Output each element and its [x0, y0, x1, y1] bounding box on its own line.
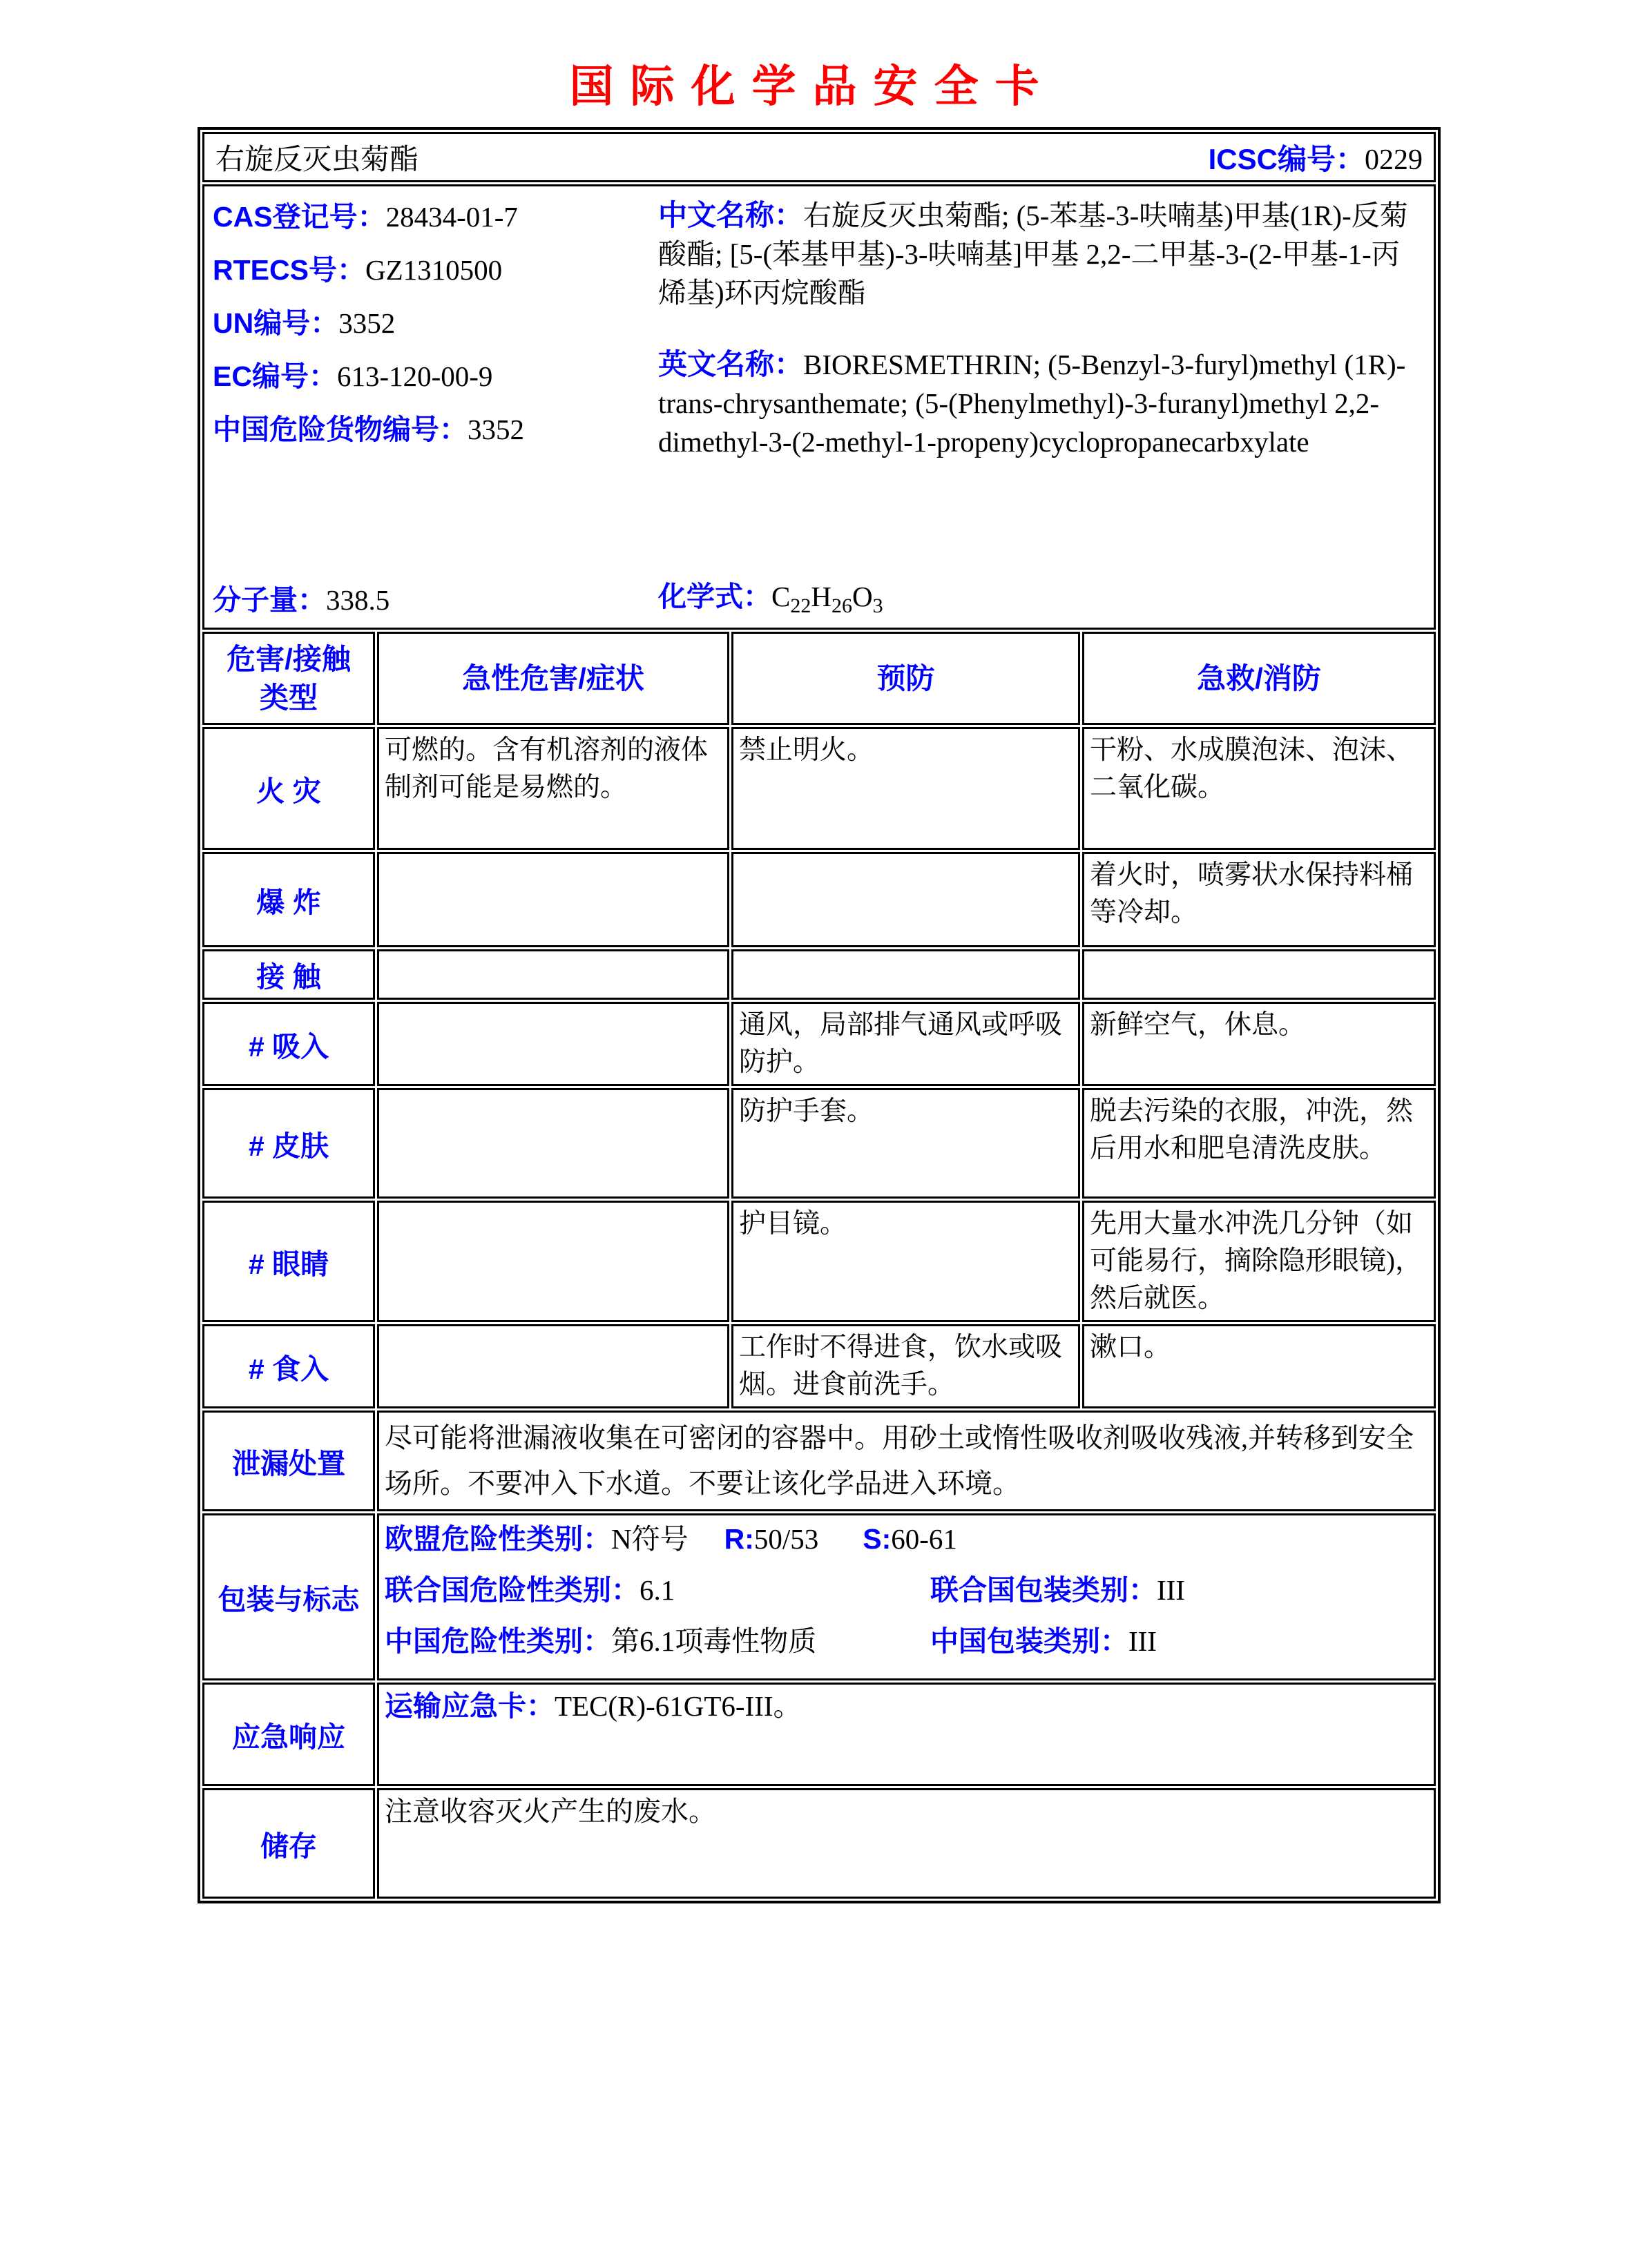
ingestion-prevention: 工作时不得进食，饮水或吸烟。进食前洗手。	[731, 1324, 1080, 1408]
rtecs-label: RTECS号：	[213, 254, 365, 286]
skin-symptoms	[377, 1088, 729, 1199]
spill-disposal-label: 泄漏处置	[202, 1411, 375, 1511]
eu-hazard-class-value: N符号	[611, 1523, 689, 1555]
china-hazard-class	[385, 1625, 930, 1658]
molecular-weight	[213, 577, 658, 618]
un-hazard-class	[385, 1573, 930, 1607]
storage-label: 储存	[202, 1788, 375, 1899]
exposure-prevention	[731, 949, 1080, 1000]
chemical-formula-label: 化学式：	[658, 580, 771, 612]
icsc-value: 0229	[1365, 144, 1423, 176]
table-row-skin	[202, 1088, 1436, 1199]
skin-firstaid: 脱去污染的衣服，冲洗，然后用水和肥皂清洗皮肤。	[1082, 1088, 1436, 1199]
names-block	[658, 193, 1427, 574]
cas-number	[213, 199, 658, 235]
table-row-emergency-response	[202, 1683, 1436, 1786]
skin-prevention: 防护手套。	[731, 1088, 1080, 1199]
hazard-type-line1: 危害/接触	[227, 642, 351, 675]
eu-hazard-class-label: 欧盟危险性类别：	[385, 1523, 611, 1555]
explosion-prevention	[731, 852, 1080, 947]
china-dg-number	[213, 411, 658, 447]
explosion-label: 爆 炸	[202, 852, 375, 947]
emergency-response-label: 应急响应	[202, 1683, 375, 1786]
table-row-inhalation	[202, 1002, 1436, 1086]
eyes-label: # 眼睛	[202, 1201, 375, 1322]
cas-label: CAS登记号：	[213, 201, 386, 233]
english-name-paragraph	[658, 345, 1427, 461]
un-packing-group-value: III	[1157, 1574, 1185, 1606]
inhalation-firstaid: 新鲜空气，休息。	[1082, 1002, 1436, 1086]
chemical-formula-value: $C_{22}H_{26}O_3$	[771, 580, 883, 617]
packaging-content	[377, 1513, 1436, 1680]
rtecs-number	[213, 252, 658, 288]
inhalation-prevention: 通风，局部排气通风或呼吸防护。	[731, 1002, 1080, 1086]
column-header-symptoms: 急性危害/症状	[377, 632, 729, 725]
un-hazard-class-label: 联合国危险性类别：	[385, 1574, 640, 1606]
s-phrase-value: 60-61	[891, 1523, 957, 1555]
china-dg-label: 中国危险货物编号：	[213, 414, 468, 445]
hazard-table-header	[202, 632, 1436, 725]
transport-emergency-card-label: 运输应急卡：	[385, 1690, 555, 1722]
inhalation-label: # 吸入	[202, 1002, 375, 1086]
un-hazard-class-line	[385, 1573, 1428, 1607]
eyes-firstaid: 先用大量水冲洗几分钟（如可能易行，摘除隐形眼镜)，然后就医。	[1082, 1201, 1436, 1322]
table-row-eyes	[202, 1201, 1436, 1322]
info-row	[202, 184, 1436, 630]
chemical-name: 右旋反灭虫菊酯	[215, 144, 419, 176]
un-hazard-class-value: 6.1	[640, 1574, 675, 1606]
info-cell	[202, 184, 1436, 630]
table-row-storage	[202, 1788, 1436, 1899]
eyes-symptoms	[377, 1201, 729, 1322]
icsc-number	[1209, 137, 1423, 178]
identifier-list	[213, 193, 658, 574]
english-name-label: 英文名称：	[658, 348, 804, 380]
exposure-firstaid	[1082, 949, 1436, 1000]
packaging-label: 包装与标志	[202, 1513, 375, 1680]
english-name-value: BIORESMETHRIN; (5-Benzyl-3-furyl)methyl (1R)-trans-chrysanthemate; (5-(Phenylmethyl)-3-furanyl)methyl 2,2-dimethyl-3-(2-methyl-1-propeny)cyclopropanecarbxylate	[658, 349, 1406, 458]
column-header-firstaid: 急救/消防	[1082, 632, 1436, 725]
ingestion-firstaid: 漱口。	[1082, 1324, 1436, 1408]
table-row-spill-disposal	[202, 1411, 1436, 1511]
table-row-ingestion	[202, 1324, 1436, 1408]
china-packing-group-value: III	[1128, 1625, 1157, 1657]
eu-hazard-class-line	[385, 1522, 1428, 1555]
storage-text: 注意收容灭火产生的废水。	[377, 1788, 1436, 1899]
explosion-symptoms	[377, 852, 729, 947]
ingestion-label: # 食入	[202, 1324, 375, 1408]
table-row-fire	[202, 727, 1436, 850]
s-phrase-label: S:	[863, 1523, 892, 1555]
ec-value: 613-120-00-9	[336, 360, 493, 392]
un-number	[213, 305, 658, 341]
transport-emergency-card-value: TEC(R)-61GT6-III。	[555, 1690, 802, 1722]
fire-label: 火 灾	[202, 727, 375, 850]
chinese-name-paragraph	[658, 196, 1427, 312]
table-row-packaging	[202, 1513, 1436, 1680]
header-row	[202, 132, 1436, 182]
un-label: UN编号：	[213, 307, 339, 339]
fire-firstaid: 干粉、水成膜泡沫、泡沫、二氧化碳。	[1082, 727, 1436, 850]
fire-symptoms: 可燃的。含有机溶剂的液体制剂可能是易燃的。	[377, 727, 729, 850]
inhalation-symptoms	[377, 1002, 729, 1086]
chinese-name-value: 右旋反灭虫菊酯; (5-苯基-3-呋喃基)甲基(1R)-反菊酸酯; [5-(苯基甲基)-3-呋喃基]甲基 2,2-二甲基-3-(2-甲基-1-丙烯基)环丙烷酸酯	[658, 200, 1408, 309]
chemical-formula	[658, 574, 1427, 618]
un-packing-group-label: 联合国包装类别：	[930, 1574, 1157, 1606]
safety-card-table	[198, 127, 1441, 1903]
emergency-response-content	[377, 1683, 1436, 1786]
spill-disposal-text: 尽可能将泄漏液收集在可密闭的容器中。用砂土或惰性吸收剂吸收残液,并转移到安全场所。不要冲入下水道。不要让该化学品进入环境。	[377, 1411, 1436, 1511]
un-value: 3352	[338, 307, 396, 339]
china-hazard-class-value: 第6.1项毒性物质	[611, 1625, 817, 1657]
ingestion-symptoms	[377, 1324, 729, 1408]
fire-prevention: 禁止明火。	[731, 727, 1080, 850]
icsc-label: ICSC编号：	[1208, 142, 1365, 175]
china-hazard-class-line	[385, 1625, 1428, 1658]
molecular-weight-value: 338.5	[326, 584, 390, 616]
ec-label: EC编号：	[213, 360, 337, 392]
china-packing-group-label: 中国包装类别：	[930, 1625, 1128, 1657]
r-phrase-value: 50/53	[753, 1523, 819, 1555]
skin-label: # 皮肤	[202, 1088, 375, 1199]
china-dg-value: 3352	[468, 414, 524, 445]
hazard-type-line2: 类型	[259, 681, 318, 714]
explosion-firstaid: 着火时，喷雾状水保持料桶等冷却。	[1082, 852, 1436, 947]
column-header-hazard-type	[202, 632, 375, 725]
header-cell	[202, 132, 1436, 182]
molecular-weight-label: 分子量：	[213, 584, 326, 616]
ec-number	[213, 358, 658, 394]
r-phrase-label: R:	[724, 1523, 754, 1555]
chinese-name-label: 中文名称：	[658, 199, 804, 231]
rtecs-value: GZ1310500	[365, 254, 503, 286]
cas-value: 28434-01-7	[385, 201, 518, 233]
exposure-symptoms	[377, 949, 729, 1000]
eyes-prevention: 护目镜。	[731, 1201, 1080, 1322]
table-row-exposure	[202, 949, 1436, 1000]
exposure-label: 接 触	[202, 949, 375, 1000]
page-title: 国际化学品安全卡	[569, 62, 1056, 111]
china-hazard-class-label: 中国危险性类别：	[385, 1625, 611, 1657]
table-row-explosion	[202, 852, 1436, 947]
column-header-prevention: 预防	[731, 632, 1080, 725]
